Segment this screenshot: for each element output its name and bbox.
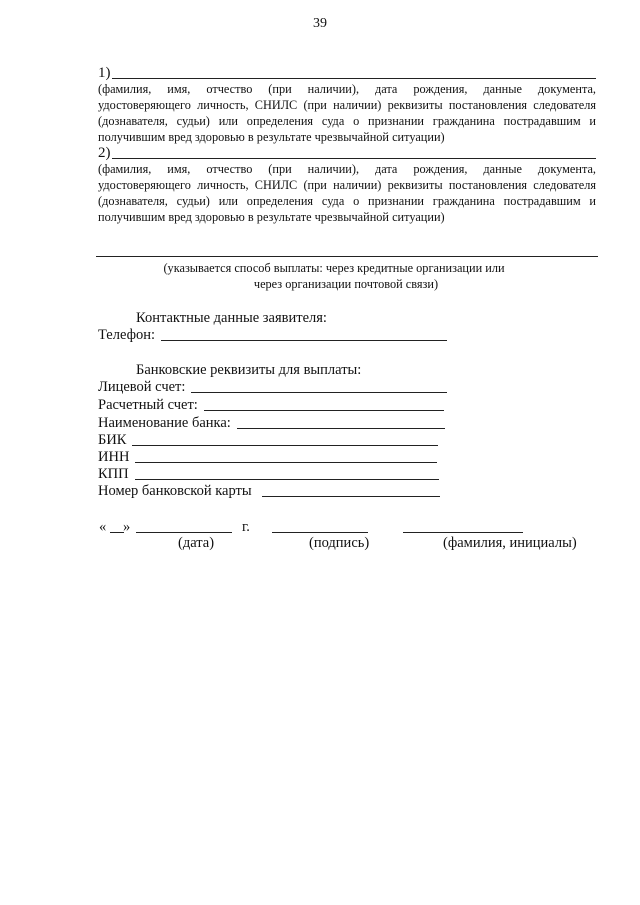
payment-method-caption-line: (указывается способ выплаты: через кредитные организации или (163, 261, 505, 275)
name-input-line[interactable] (403, 532, 523, 533)
day-input-line[interactable] (110, 532, 124, 533)
person-entry-line[interactable] (98, 64, 596, 80)
bank-field-label: БИК (98, 432, 127, 448)
settlement-account-input-line[interactable] (204, 410, 444, 411)
bank-field-bank-name (98, 414, 445, 432)
payment-method-input-line[interactable] (96, 256, 598, 257)
phone-label: Телефон: (98, 327, 156, 343)
person-entry-number: 1) (98, 65, 111, 81)
bank-field-label: ИНН (98, 449, 130, 465)
bank-field-account (98, 378, 447, 396)
month-input-line[interactable] (136, 532, 232, 533)
payment-method-caption-line: через организации почтовой связи) (253, 277, 439, 291)
bank-name-input-line[interactable] (237, 428, 445, 429)
phone-input-line[interactable] (161, 340, 447, 341)
person-entry-line[interactable] (98, 144, 596, 160)
description-line: (фамилия, имя, отчество (при наличии), дата рождения, данные документа, (98, 162, 596, 176)
date-quote-open: « (99, 519, 107, 535)
person-entry-2 (98, 144, 596, 225)
person-entry-input-line[interactable] (112, 78, 597, 79)
bank-field-label: Расчетный счет: (98, 397, 198, 413)
kpp-input-line[interactable] (135, 479, 439, 480)
signature-input-line[interactable] (272, 532, 368, 533)
year-suffix: г. (242, 519, 250, 535)
description-line: (фамилия, имя, отчество (при наличии), дата рождения, данные документа, (98, 82, 596, 96)
bank-field-bik (98, 431, 438, 449)
bank-field-label: КПП (98, 466, 129, 482)
person-entry-input-line[interactable] (112, 158, 597, 159)
bank-field-kpp (98, 465, 439, 483)
signature-caption: (подпись) (309, 535, 370, 551)
account-input-line[interactable] (191, 392, 447, 393)
contacts-title: Контактные данные заявителя: (136, 310, 327, 326)
person-entry-description (98, 161, 596, 225)
description-line: (дознавателя, судьи) или определения суда о признании гражданина пострадавшим и (98, 114, 596, 128)
bank-field-label: Лицевой счет: (98, 379, 186, 395)
bank-field-label: Номер банковской карты (98, 483, 252, 499)
bank-field-card-number (98, 482, 440, 500)
page-number: 39 (313, 16, 327, 31)
description-line: (дознавателя, судьи) или определения суда о признании гражданина пострадавшим и (98, 194, 596, 208)
bank-field-label: Наименование банка: (98, 415, 231, 431)
description-line: удостоверяющего личность, СНИЛС (при наличии) реквизиты постановления следователя (98, 98, 596, 112)
description-line: удостоверяющего личность, СНИЛС (при наличии) реквизиты постановления следователя (98, 178, 596, 192)
card-number-input-line[interactable] (262, 496, 440, 497)
bank-field-settlement-account (98, 396, 444, 414)
date-quote-close: » (123, 519, 131, 535)
phone-field (98, 326, 447, 344)
bank-field-inn (98, 448, 437, 466)
bank-details-title: Банковские реквизиты для выплаты: (136, 362, 362, 378)
description-line: получившим вред здоровью в результате чрезвычайной ситуации) (98, 210, 445, 224)
payment-method-caption (0, 260, 640, 292)
inn-input-line[interactable] (135, 462, 437, 463)
description-line: получившим вред здоровью в результате чрезвычайной ситуации) (98, 130, 445, 144)
bik-input-line[interactable] (132, 445, 438, 446)
name-caption: (фамилия, инициалы) (443, 535, 577, 551)
person-entry-number: 2) (98, 145, 111, 161)
person-entry-description (98, 81, 596, 145)
person-entry-1 (98, 64, 596, 145)
date-caption: (дата) (178, 535, 215, 551)
